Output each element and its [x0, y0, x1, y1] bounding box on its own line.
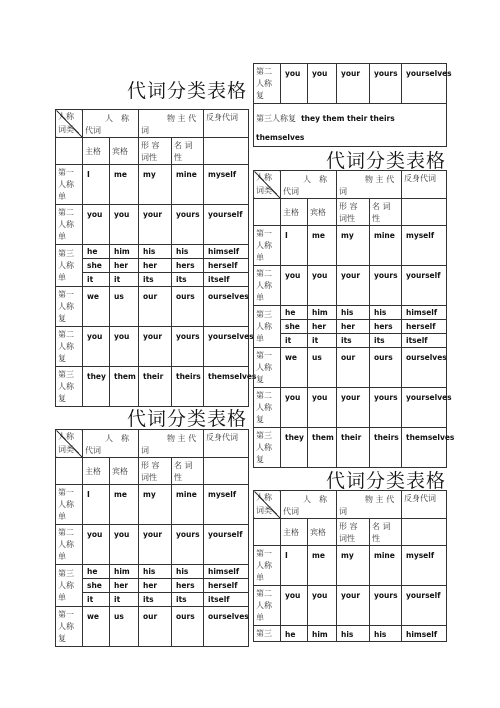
cell: our	[139, 287, 172, 327]
cell: my	[337, 226, 370, 266]
cell: they	[281, 428, 308, 468]
cell: your	[139, 205, 172, 245]
cell: myself	[402, 226, 447, 266]
subject-case-header: 主格	[83, 458, 110, 485]
row-label: 第三	[254, 626, 281, 642]
reflexive-pronoun-header: 反身代词	[402, 491, 447, 519]
row-label: 第一人称复	[56, 607, 83, 647]
cell: our	[337, 348, 370, 388]
cell: his hers its	[172, 565, 204, 607]
cell: mine	[370, 546, 402, 586]
pronoun-table-left-2	[55, 429, 249, 647]
possessive-pronoun-header: 物 主 代 词	[337, 171, 402, 199]
object-case-header: 宾格	[110, 138, 139, 165]
cell: yours	[172, 525, 204, 565]
object-case-header: 宾格	[308, 519, 337, 546]
personal-pronoun-header: 人 称 代词	[83, 430, 139, 458]
row-label: 第三人称复	[56, 367, 83, 407]
corner-header-cell: 人称 词类	[56, 110, 83, 138]
cell: me	[110, 165, 139, 205]
table-title: 代词分类表格	[326, 470, 447, 492]
cell: they them their theirs themselves	[256, 114, 395, 142]
cell: your	[139, 525, 172, 565]
cell: them	[308, 428, 337, 468]
cell: yourself	[204, 525, 249, 565]
row-label: 第三人称复	[256, 114, 296, 123]
cell: their	[139, 367, 172, 407]
pronoun-table-right-1	[253, 170, 455, 468]
table-title: 代词分类表格	[127, 80, 248, 102]
row-label: 第二人称单	[254, 586, 281, 626]
cell: yours	[370, 64, 402, 104]
cell: ourselves	[402, 348, 447, 388]
cell: themselves	[402, 428, 447, 468]
cell: your	[337, 266, 370, 306]
noun-possessive-header: 名 词 性	[172, 458, 204, 485]
cell: my	[337, 546, 370, 586]
row-label: 第二人称单	[254, 266, 281, 306]
noun-possessive-header: 名 词 性	[172, 138, 204, 165]
cell: your	[337, 586, 370, 626]
personal-pronoun-header: 人 称 代词	[281, 171, 337, 199]
row-label: 第二人称复	[56, 327, 83, 367]
cell: he she it	[281, 306, 308, 348]
cell: me	[110, 485, 139, 525]
cell: my	[139, 485, 172, 525]
cell: yours	[370, 586, 402, 626]
cell: himself herself itself	[204, 565, 249, 607]
corner-header-cell: 人称 词类	[56, 430, 83, 458]
object-case-header: 宾格	[110, 458, 139, 485]
cell: his	[337, 626, 370, 642]
cell: myself	[204, 485, 249, 525]
row-label: 第二人称单	[56, 525, 83, 565]
cell: yours	[370, 388, 402, 428]
cell: my	[139, 165, 172, 205]
row-label: 第二人称复	[254, 64, 281, 104]
row-label: 第一人称单	[254, 226, 281, 266]
cell: his hers its	[172, 245, 204, 287]
cell: his her its	[139, 565, 172, 607]
personal-pronoun-header: 人 称 代词	[83, 110, 139, 138]
noun-possessive-header: 名 词 性	[370, 199, 402, 226]
cell: you	[110, 525, 139, 565]
cell: we	[83, 287, 110, 327]
subject-case-header: 主格	[281, 519, 308, 546]
row-label: 第三人称单	[56, 565, 83, 607]
cell: your	[139, 327, 172, 367]
cell: ours	[172, 607, 204, 647]
cell: you	[281, 586, 308, 626]
cell: our	[139, 607, 172, 647]
adjective-possessive-header: 形 容 词性	[139, 138, 172, 165]
cell: mine	[370, 226, 402, 266]
row-third-person-plural	[254, 104, 447, 147]
cell: you	[281, 388, 308, 428]
noun-possessive-header: 名 词 性	[370, 519, 402, 546]
cell: ours	[370, 348, 402, 388]
cell: yourself	[402, 586, 447, 626]
adjective-possessive-header: 形 容 词性	[337, 199, 370, 226]
cell: theirs	[370, 428, 402, 468]
adjective-possessive-header: 形 容 词性	[337, 519, 370, 546]
cell: yours	[370, 266, 402, 306]
cell: we	[281, 348, 308, 388]
row-label: 第二人称单	[56, 205, 83, 245]
subject-case-header: 主格	[83, 138, 110, 165]
row-label: 第三人称单	[56, 245, 83, 287]
cell: I	[83, 485, 110, 525]
corner-header-cell: 人称 词类	[254, 171, 281, 199]
table-title: 代词分类表格	[127, 408, 248, 430]
cell: he she it	[83, 565, 110, 607]
cell: yourself	[204, 205, 249, 245]
cell: theirs	[172, 367, 204, 407]
cell: I	[281, 546, 308, 586]
possessive-pronoun-header: 物 主 代 词	[337, 491, 402, 519]
cell: yours	[172, 327, 204, 367]
cell: ourselves	[204, 607, 249, 647]
reflexive-pronoun-header: 反身代词	[204, 110, 249, 138]
cell: his	[370, 626, 402, 642]
cell: yours	[172, 205, 204, 245]
row-label: 第一人称复	[254, 348, 281, 388]
cell: myself	[204, 165, 249, 205]
cell: you	[83, 205, 110, 245]
cell: his hers its	[370, 306, 402, 348]
cell: I	[281, 226, 308, 266]
cell: himself	[402, 626, 447, 642]
cell: yourselves	[204, 327, 249, 367]
cell: he she it	[83, 245, 110, 287]
cell: we	[83, 607, 110, 647]
row-label: 第一人称单	[56, 165, 83, 205]
cell: him	[308, 626, 337, 642]
cell: they	[83, 367, 110, 407]
cell: he	[281, 626, 308, 642]
cell: us	[110, 607, 139, 647]
corner-header-cell: 人称 词类	[254, 491, 281, 519]
row-label: 第一人称单	[254, 546, 281, 586]
cell: I	[83, 165, 110, 205]
possessive-pronoun-header: 物 主 代 词	[139, 110, 204, 138]
cell: him her it	[110, 245, 139, 287]
cell: us	[308, 348, 337, 388]
cell: him her it	[308, 306, 337, 348]
cell: me	[308, 546, 337, 586]
cell: them	[110, 367, 139, 407]
subject-case-header: 主格	[281, 199, 308, 226]
cell: ourselves	[204, 287, 249, 327]
cell: you	[110, 205, 139, 245]
row-label: 第二人称复	[254, 388, 281, 428]
cell: your	[337, 64, 370, 104]
row-label: 第三人称复	[254, 428, 281, 468]
cell: yourselves	[402, 64, 447, 104]
cell: you	[281, 266, 308, 306]
row-label: 第三人称单	[254, 306, 281, 348]
pronoun-table-right-2	[253, 490, 447, 642]
object-case-header: 宾格	[308, 199, 337, 226]
cell: mine	[172, 485, 204, 525]
cell: his her its	[139, 245, 172, 287]
cell: ours	[172, 287, 204, 327]
pronoun-table-right-continued	[253, 63, 452, 147]
cell: myself	[402, 546, 447, 586]
table-title: 代词分类表格	[326, 150, 447, 172]
cell: themselves	[204, 367, 249, 407]
cell: you	[308, 64, 337, 104]
cell: you	[83, 327, 110, 367]
reflexive-pronoun-header: 反身代词	[402, 171, 447, 199]
row-label: 第一人称单	[56, 485, 83, 525]
cell: you	[110, 327, 139, 367]
cell: their	[337, 428, 370, 468]
cell: himself herself itself	[204, 245, 249, 287]
cell: you	[83, 525, 110, 565]
cell: me	[308, 226, 337, 266]
reflexive-pronoun-header: 反身代词	[204, 430, 249, 458]
cell: your	[337, 388, 370, 428]
personal-pronoun-header: 人 称 代词	[281, 491, 337, 519]
cell: yourselves	[402, 388, 447, 428]
cell: you	[308, 388, 337, 428]
possessive-pronoun-header: 物 主 代 词	[139, 430, 204, 458]
cell: him her it	[110, 565, 139, 607]
cell: us	[110, 287, 139, 327]
adjective-possessive-header: 形 容 词性	[139, 458, 172, 485]
pronoun-table-left-1	[55, 109, 257, 407]
cell: you	[281, 64, 308, 104]
cell: his her its	[337, 306, 370, 348]
cell: you	[308, 266, 337, 306]
cell: yourself	[402, 266, 447, 306]
row-label: 第一人称复	[56, 287, 83, 327]
cell: you	[308, 586, 337, 626]
cell: mine	[172, 165, 204, 205]
cell: himself herself itself	[402, 306, 447, 348]
